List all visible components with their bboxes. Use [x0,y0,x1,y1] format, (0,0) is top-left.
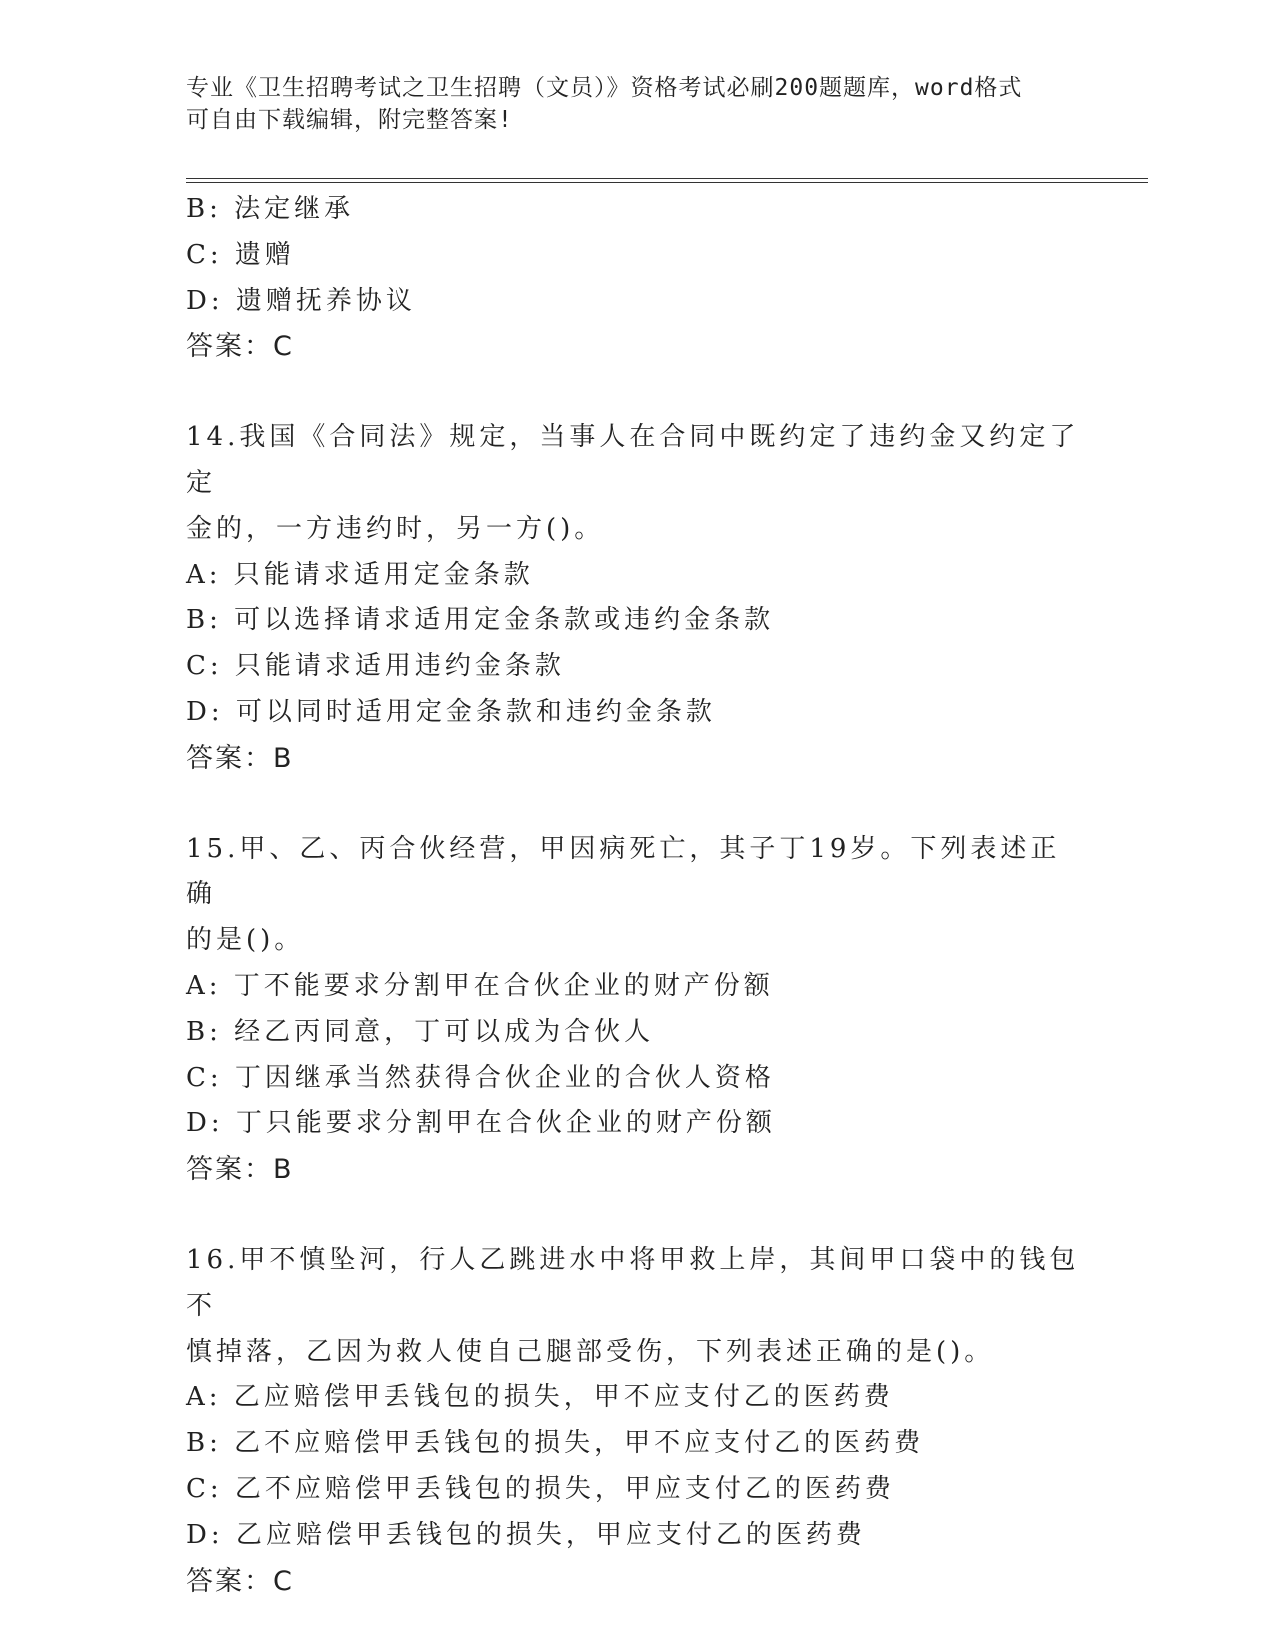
option-c: C: 只能请求适用违约金条款 [186,651,565,682]
answer-line: 答案：C [186,1565,294,1597]
option-a: A: 乙应赔偿甲丢钱包的损失，甲不应支付乙的医药费 [186,1382,894,1413]
document-body [186,187,1086,1604]
option-b: B: 乙不应赔偿甲丢钱包的损失，甲不应支付乙的医药费 [186,1428,925,1459]
question-stem-line-2: 的是()。 [186,925,305,956]
question-14 [186,415,1086,781]
option-c: C: 丁因继承当然获得合伙企业的合伙人资格 [186,1062,775,1093]
header-line-1: 专业《卫生招聘考试之卫生招聘（文员）》资格考试必刷200题题库，word格式 [186,75,1023,101]
option-b: B: 法定继承 [186,194,355,224]
answer-line: 答案：C [186,331,294,363]
question-16 [186,1238,1086,1604]
option-a: A: 丁不能要求分割甲在合伙企业的财产份额 [186,970,774,1001]
question-15 [186,827,1086,1193]
question-stem-line-2: 慎掉落，乙因为救人使自己腿部受伤，下列表述正确的是()。 [186,1336,995,1367]
option-d: D: 丁只能要求分割甲在合伙企业的财产份额 [186,1108,776,1139]
answer-line: 答案：B [186,1154,294,1186]
question-stem-line-1: 16.甲不慎坠河，行人乙跳进水中将甲救上岸，其间甲口袋中的钱包不 [186,1244,1080,1321]
option-c: C: 遗赠 [186,239,295,270]
question-stem-line-1: 14.我国《合同法》规定，当事人在合同中既约定了违约金又约定了定 [186,422,1080,498]
header-line-2: 可自由下载编辑，附完整答案! [186,107,513,133]
question-13-remainder [186,187,1086,370]
option-b: B: 可以选择请求适用定金条款或违约金条款 [186,605,775,636]
question-stem-line-1: 15.甲、乙、丙合伙经营，甲因病死亡，其子丁19岁。下列表述正确 [186,833,1061,910]
option-d: D: 乙应赔偿甲丢钱包的损失，甲应支付乙的医药费 [186,1519,866,1550]
option-a: A: 只能请求适用定金条款 [186,559,534,590]
answer-line: 答案：B [186,742,294,774]
page-header [186,72,1086,136]
option-c: C: 乙不应赔偿甲丢钱包的损失，甲应支付乙的医药费 [186,1473,895,1504]
option-b: B: 经乙丙同意，丁可以成为合伙人 [186,1016,655,1047]
option-d: D: 可以同时适用定金条款和违约金条款 [186,696,716,727]
header-divider [186,178,1148,183]
option-d: D: 遗赠抚养协议 [186,285,416,316]
question-stem-line-2: 金的，一方违约时，另一方()。 [186,513,605,544]
